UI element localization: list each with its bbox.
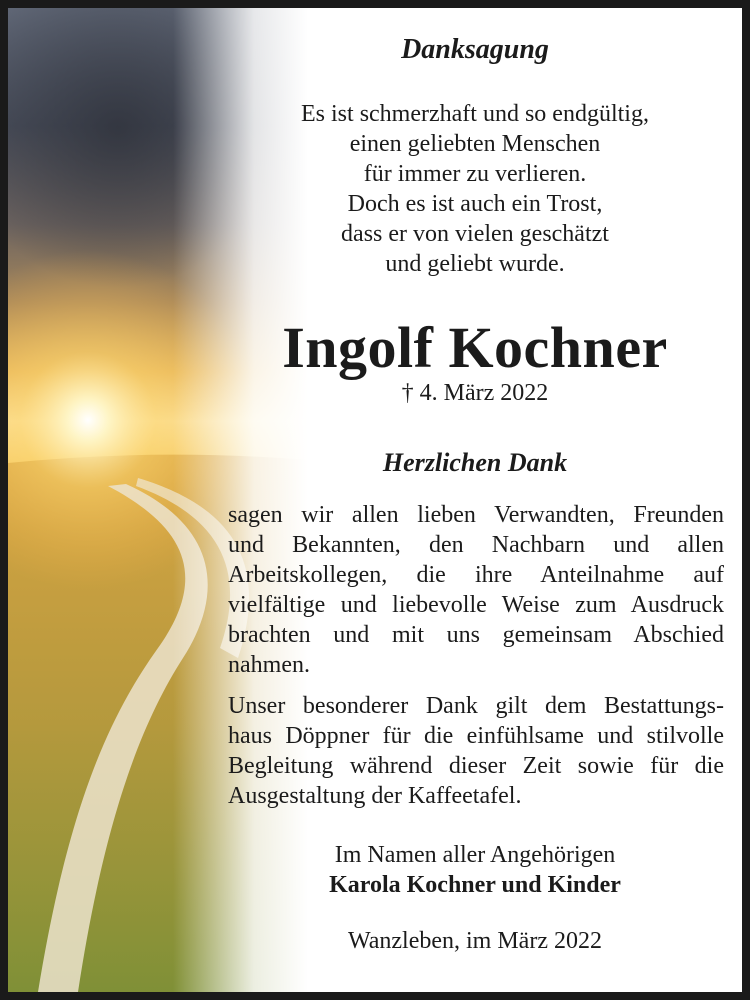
- paragraph-line: Begleitung während dieser Zeit sowie für die: [228, 753, 724, 779]
- deceased-name: Ingolf Kochner: [282, 315, 668, 380]
- signature-intro: Im Namen aller Angehörigen: [334, 842, 616, 868]
- thanks-heading: Herzlichen Dank: [382, 448, 568, 477]
- card-title: Danksagung: [401, 34, 549, 65]
- poem-line: Doch es ist auch ein Trost,: [347, 191, 603, 217]
- paragraph-line: vielfältige und liebevolle Weise zum Ausdruck: [228, 592, 724, 618]
- poem-line: und geliebt wurde.: [385, 251, 565, 277]
- paragraph-line: Arbeitskollegen, die ihre Anteilnahme auf: [228, 562, 724, 588]
- paragraph-line: nahmen.: [228, 652, 310, 678]
- paragraph-line: Unser besonderer Dank gilt dem Bestattungs-: [228, 693, 724, 719]
- poem-line: einen geliebten Menschen: [349, 131, 601, 157]
- text-column: [208, 8, 742, 992]
- poem-line: Es ist schmerzhaft und so endgültig,: [301, 101, 649, 127]
- special-thanks-paragraph: [228, 691, 724, 811]
- place-date: Wanzleben, im März 2022: [348, 928, 602, 954]
- thanks-paragraph: [228, 500, 724, 680]
- poem-line: für immer zu verlieren.: [363, 161, 587, 187]
- paragraph-line: haus Döppner für die einfühlsame und stilvolle: [228, 723, 724, 749]
- paragraph-line: und Bekannten, den Nachbarn und allen: [228, 532, 724, 558]
- death-date: † 4. März 2022: [401, 380, 549, 406]
- signature-names: Karola Kochner und Kinder: [329, 872, 621, 898]
- poem: [208, 99, 742, 279]
- paragraph-line: brachten und mit uns gemeinsam Abschied: [228, 622, 724, 648]
- poem-line: dass er von vielen geschätzt: [341, 221, 609, 247]
- paragraph-line: sagen wir allen lieben Verwandten, Freunden: [228, 502, 724, 528]
- paragraph-line: Ausgestaltung der Kaffeetafel.: [228, 783, 522, 809]
